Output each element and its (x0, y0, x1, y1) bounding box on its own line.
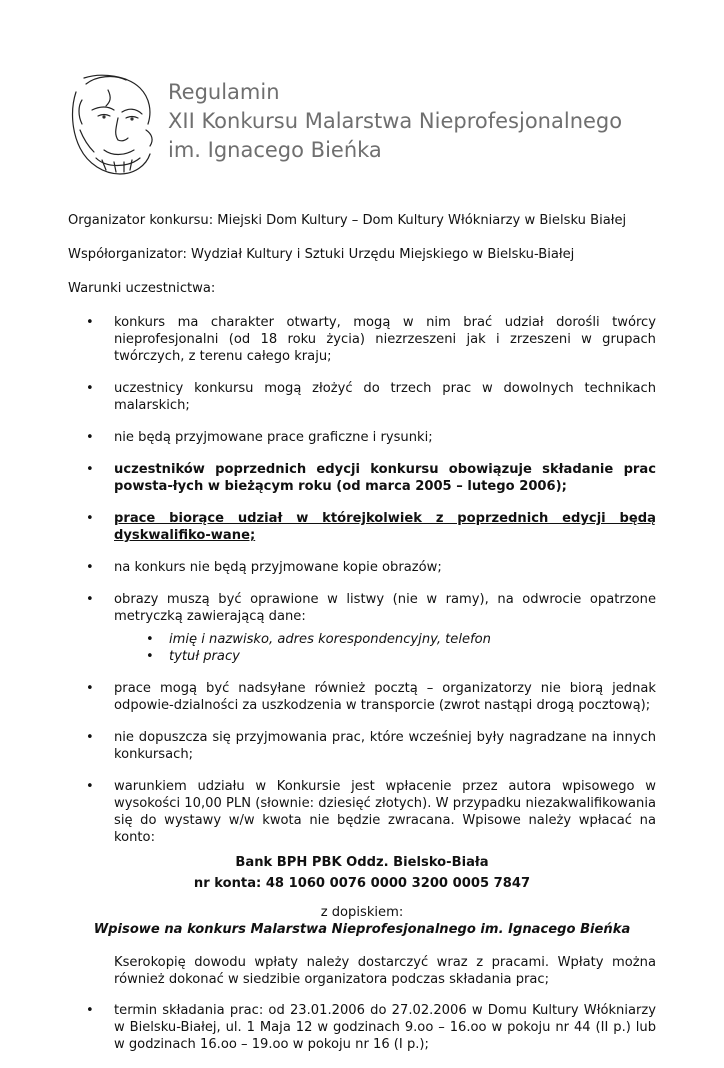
list-item-text: nie będą przyjmowane prace graficzne i rysunki; (114, 430, 433, 445)
list-item-text: termin składania prac: od 23.01.2006 do 27.02.2006 w Domu Kultury Włókniarzy w Bielsku-Białej, ul. 1 Maja 12 w godzinach 9.oo – 16.oo w pokoju nr 44 (II p.) lub w godzinach 16.oo – 19.oo w pokoju nr 16 (I p.); (114, 1003, 656, 1052)
list-item (68, 680, 656, 714)
bullet-icon: • (86, 381, 94, 396)
bullet-icon: • (86, 430, 94, 445)
sub-list-item-text: tytuł pracy (169, 649, 240, 664)
document-body (68, 212, 656, 1068)
list-item (68, 729, 656, 763)
annotation-label: z dopiskiem: (320, 905, 404, 920)
bullet-icon: • (86, 681, 94, 696)
sub-list-item-text: imię i nazwisko, adres korespondencyjny, telefon (169, 632, 491, 647)
conditions-list (68, 314, 656, 846)
deadline-list (68, 1002, 656, 1053)
list-item (68, 1002, 656, 1053)
list-item (68, 461, 656, 495)
list-item-text: konkurs ma charakter otwarty, mogą w nim brać udział dorośli twórcy nieprofesjonalni (od 18 roku życia) niezrzeszeni jak i zrzeszeni w grupach twórczych, z terenu całego kraju; (114, 315, 656, 364)
list-item-text: prace mogą być nadsyłane również pocztą – organizatorzy nie biorą jednak odpowie-dzialności za uszkodzenia w transporcie (zwrot nastąpi drogą pocztową); (114, 681, 656, 713)
list-item-text: prace biorące udział w którejkolwiek z poprzednich edycji będą dyskwalifiko-wane; (114, 511, 656, 543)
sub-list-item (114, 648, 656, 665)
title-line: im. Ignacego Bieńka (168, 138, 382, 162)
sub-list-item (114, 631, 656, 648)
bank-name: Bank BPH PBK Oddz. Bielsko-Biała (235, 855, 489, 870)
list-item (68, 591, 656, 665)
bullet-icon: • (146, 649, 154, 664)
bullet-icon: • (146, 632, 154, 647)
conditions-heading: Warunki uczestnictwa: (68, 281, 216, 296)
bullet-icon: • (86, 1003, 94, 1018)
organizer-line: Organizator konkursu: Miejski Dom Kultury – Dom Kultury Włókniarzy w Bielsku Białej (68, 213, 627, 228)
list-item (68, 559, 656, 576)
bullet-icon: • (86, 462, 94, 477)
bullet-icon: • (86, 315, 94, 330)
list-item-text: na konkurs nie będą przyjmowane kopie obrazów; (114, 560, 442, 575)
bullet-icon: • (86, 592, 94, 607)
copy-note: Kserokopię dowodu wpłaty należy dostarczyć wraz z pracami. Wpłaty można również dokonać w siedzibie organizatora podczas składania prac; (114, 955, 656, 987)
annotation-text: Wpisowe na konkurs Malarstwa Nieprofesjonalnego im. Ignacego Bieńka (93, 922, 631, 937)
list-item-text: uczestników poprzednich edycji konkursu obowiązuje składanie prac powsta-łych w bieżącym roku (od marca 2005 – lutego 2006); (114, 462, 656, 494)
account-number: nr konta: 48 1060 0076 0000 3200 0005 7847 (193, 876, 531, 891)
document-title (168, 78, 708, 165)
list-item-text: nie dopuszcza się przyjmowania prac, które wcześniej były nagradzane na innych konkursach; (114, 730, 656, 762)
list-item (68, 510, 656, 544)
list-item (68, 778, 656, 846)
list-item-text: warunkiem udziału w Konkursie jest wpłacenie przez autora wpisowego w wysokości 10,00 PLN (słownie: dziesięć złotych). W przypadku niezakwalifikowania się do wystawy w/w kwota nie będzie zwracana. Wpisowe należy wpłacać na konto: (114, 779, 656, 845)
title-line: XII Konkursu Malarstwa Nieprofesjonalnego (168, 109, 623, 133)
bullet-icon: • (86, 511, 94, 526)
bullet-icon: • (86, 730, 94, 745)
bullet-icon: • (86, 560, 94, 575)
portrait-sketch-icon (62, 70, 162, 180)
list-item-text: uczestnicy konkursu mogą złożyć do trzech prac w dowolnych technikach malarskich; (114, 381, 656, 413)
list-item (68, 314, 656, 365)
coorganizer-line: Współorganizator: Wydział Kultury i Sztuki Urzędu Miejskiego w Bielsku-Białej (68, 247, 575, 262)
metadata-sublist (114, 631, 656, 665)
bullet-icon: • (86, 779, 94, 794)
list-item (68, 429, 656, 446)
list-item-text: obrazy muszą być oprawione w listwy (nie w ramy), na odwrocie opatrzone metryczką zawierającą dane: (114, 592, 656, 624)
list-item (68, 380, 656, 414)
title-line: Regulamin (168, 80, 280, 104)
